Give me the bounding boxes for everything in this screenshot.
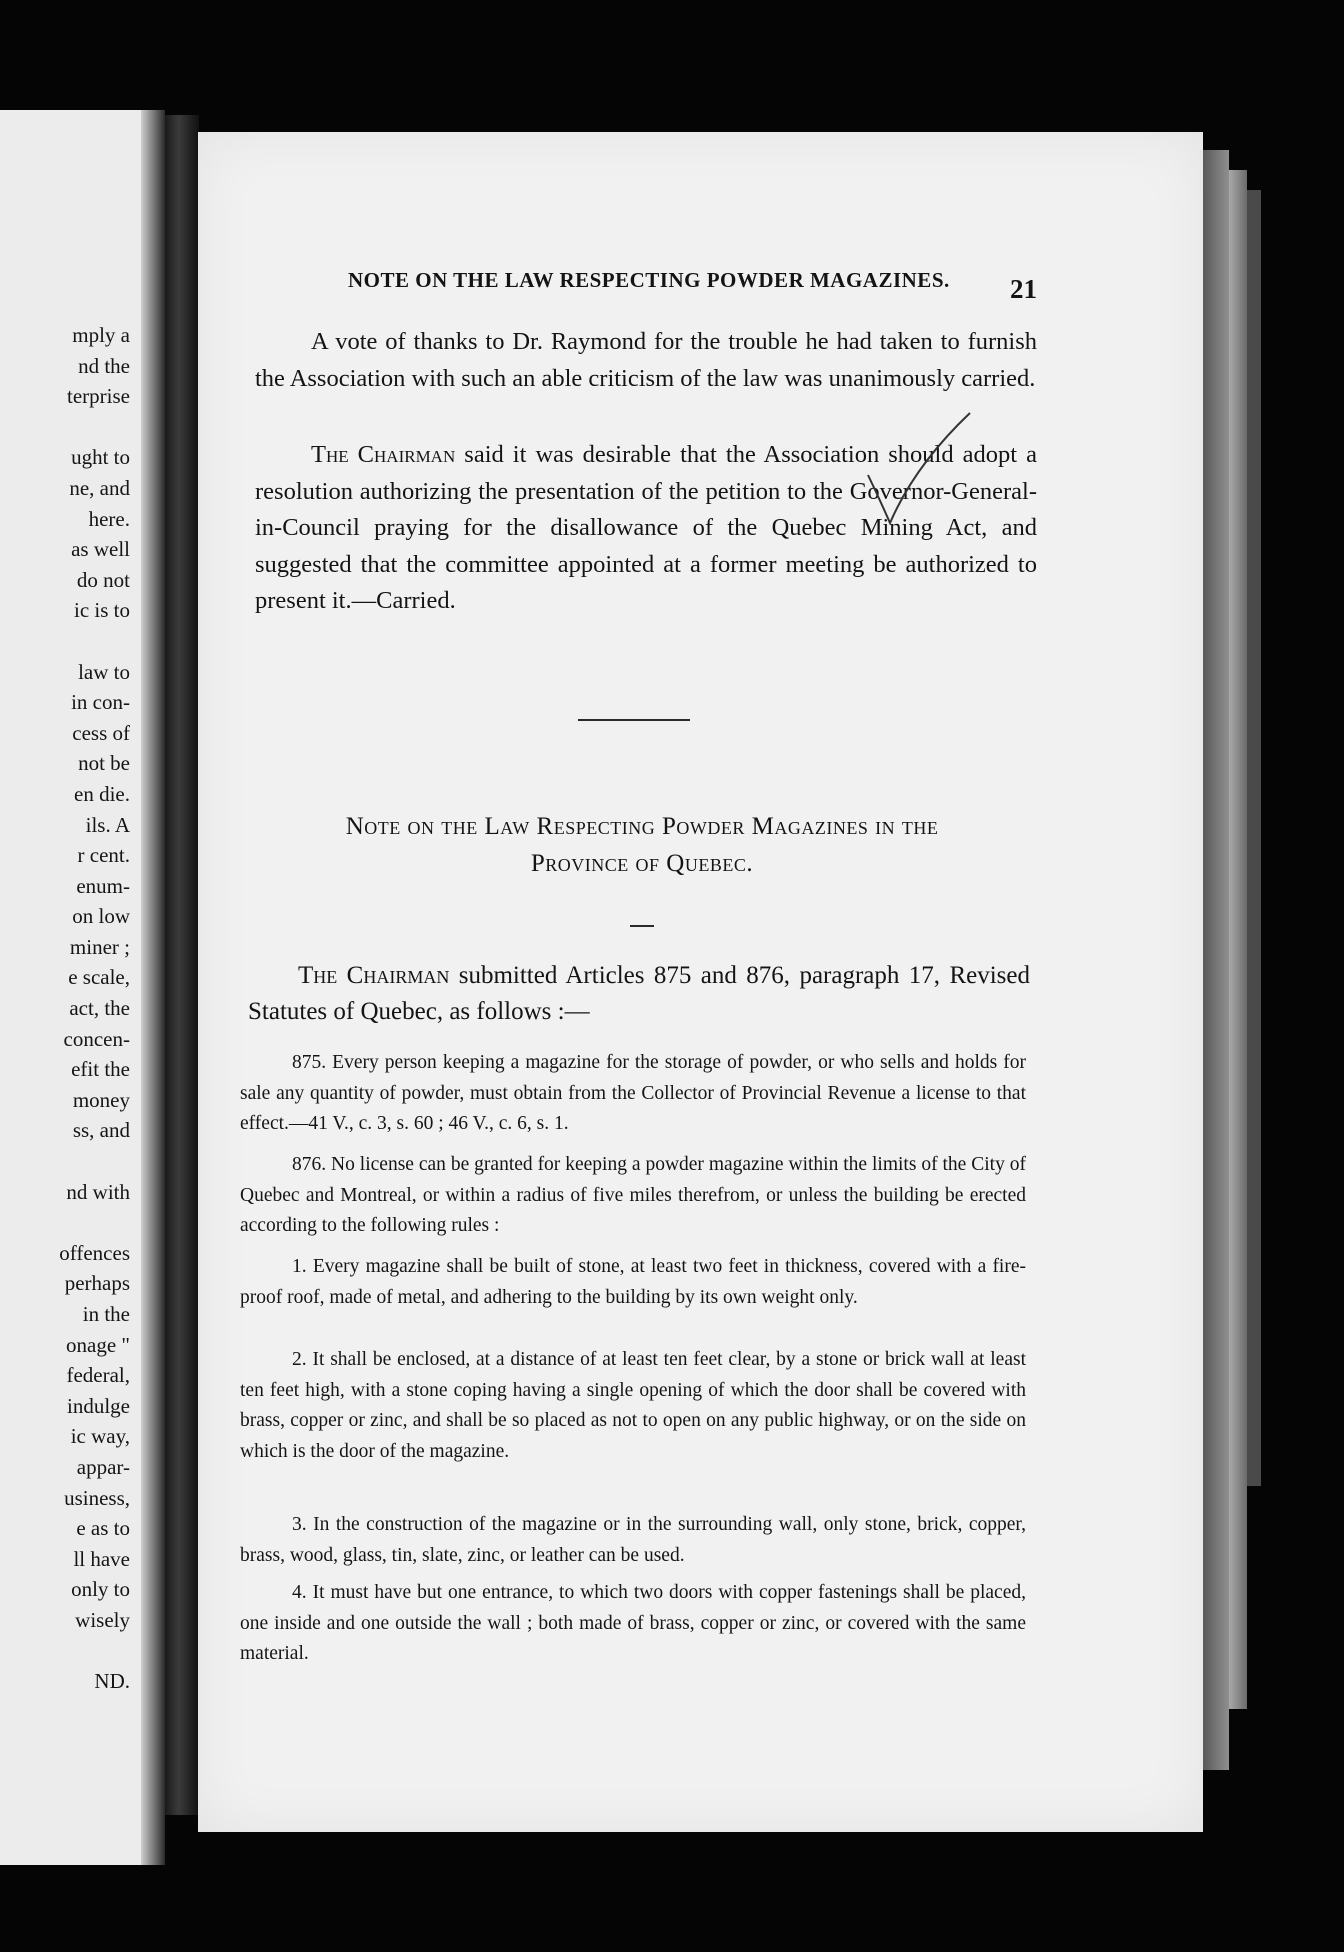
left-page-line (0, 1207, 130, 1238)
left-page-line: ic way, (70, 1424, 130, 1449)
left-page-line: in the (82, 1302, 130, 1326)
left-page-line (0, 412, 130, 443)
page-edges (1203, 150, 1283, 1770)
running-head: NOTE ON THE LAW RESPECTING POWDER MAGAZINES. (348, 268, 950, 292)
section-title-line-2: Province of Quebec. (530, 850, 754, 877)
left-page-line: enum- (76, 873, 130, 898)
left-page-line: federal, (66, 1363, 130, 1388)
left-page-line: appar- (76, 1454, 130, 1479)
left-page-line: indulge (67, 1393, 130, 1418)
left-page-line: act, the (69, 996, 130, 1021)
left-page-line: do not (76, 567, 130, 592)
left-page-line: terprise (67, 384, 130, 409)
left-page-line: mply a (72, 323, 130, 347)
page-number: 21 (1010, 274, 1037, 304)
left-page-line: e as to (76, 1516, 130, 1541)
section-title (272, 808, 1012, 882)
left-page-line (0, 626, 130, 657)
left-page-line: ils. A (85, 812, 130, 837)
left-page-line: ll have (73, 1546, 130, 1571)
article-876: 876. No license can be granted for keeping a powder magazine within the limits of the City of Quebec and Montreal, or within a radius of five miles therefrom, or unless the building be erected according to the following rules : (240, 1154, 1026, 1236)
left-page-line: concen- (63, 1026, 130, 1051)
section-divider (578, 719, 690, 721)
left-page-line: nd with (66, 1179, 130, 1204)
book-spine (165, 115, 199, 1815)
left-page-line (0, 1146, 130, 1177)
left-page-line: in con- (71, 690, 130, 715)
rule-3: 3. In the construction of the magazine or in the surrounding wall, only stone, brick, copper, brass, wood, glass, tin, slate, zinc, or leather can be used. (240, 1514, 1026, 1566)
left-page-line: en die. (74, 781, 130, 806)
left-page-line: onage " (66, 1332, 130, 1357)
left-page-line: r cent. (77, 843, 130, 868)
left-page-line: cess of (72, 720, 130, 745)
left-page-gutter-shadow (141, 110, 165, 1865)
left-page-line (0, 1636, 130, 1667)
left-page-line: miner ; (69, 934, 130, 959)
left-page-line: here. (88, 506, 130, 531)
article-875: 875. Every person keeping a magazine for the storage of powder, or who sells and holds for sale any quantity of powder, must obtain from the Collector of Provincial Revenue a license to that effect.—41 V., c. 3, s. 60 ; 46 V., c. 6, s. 1. (240, 1052, 1026, 1134)
left-page-line: ss, and (72, 1118, 130, 1143)
paragraph-intro (248, 958, 1030, 1030)
title-short-rule (630, 925, 654, 927)
section-title-line-1: Note on the Law Respecting Powder Magazines in the (345, 813, 939, 840)
left-page-line: efit the (71, 1057, 130, 1082)
left-page-line: ught to (71, 445, 130, 470)
left-page-line: wisely (75, 1607, 130, 1632)
rule-1: 1. Every magazine shall be built of stone, at least two feet in thickness, covered with a fire-proof roof, made of metal, and adhering to the building by its own weight only. (240, 1256, 1026, 1308)
paragraph-vote-of-thanks: A vote of thanks to Dr. Raymond for the trouble he had taken to furnish the Association with such an able criticism of the law was unanimously carried. (255, 328, 1037, 392)
left-page-line: on low (72, 904, 130, 929)
left-page-line: usiness, (64, 1485, 130, 1510)
speaker-chairman-2: The Chairman (298, 962, 450, 989)
left-page-line: ne, and (69, 475, 130, 500)
left-page-line: law to (78, 659, 130, 684)
left-page-line: money (72, 1087, 130, 1112)
left-page-text (0, 320, 130, 1697)
left-page-line: as well (71, 537, 130, 562)
left-page-line: ic is to (74, 598, 130, 623)
paragraph-resolution-text: said it was desirable that the Association should adopt a resolution authorizing the presentation of the petition to the Governor-General-in-Council praying for the disallowance of the Quebec Mining Act, and suggested that the committee appointed at a former meeting be authorized to present it.—Carried. (255, 441, 1037, 614)
left-page-line: offences (59, 1240, 130, 1265)
handwritten-check-mark (860, 405, 980, 535)
speaker-chairman: The Chairman (311, 441, 456, 468)
rule-4: 4. It must have but one entrance, to which two doors with copper fastenings shall be placed, one inside and one outside the wall ; both made of brass, copper or zinc, or covered with the same material. (240, 1582, 1026, 1664)
paragraph-intro-text: submitted Articles 875 and 876, paragraph 17, Revised Statutes of Quebec, as follows :— (248, 962, 1030, 1025)
left-page-line: ND. (94, 1669, 130, 1694)
left-page-line: e scale, (68, 965, 130, 990)
left-page-line: only to (71, 1577, 130, 1602)
left-page-line: not be (78, 751, 130, 776)
left-page-line: nd the (78, 353, 130, 378)
left-page-line: perhaps (64, 1271, 130, 1296)
rule-2: 2. It shall be enclosed, at a distance of at least ten feet clear, by a stone or brick wall at least ten feet high, with a stone coping having a single opening of which the door shall be covered with brass, copper or zinc, and shall be so placed as not to open on any public highway, or on the side on which is the door of the magazine. (240, 1349, 1026, 1462)
left-page-fragment (0, 110, 165, 1865)
